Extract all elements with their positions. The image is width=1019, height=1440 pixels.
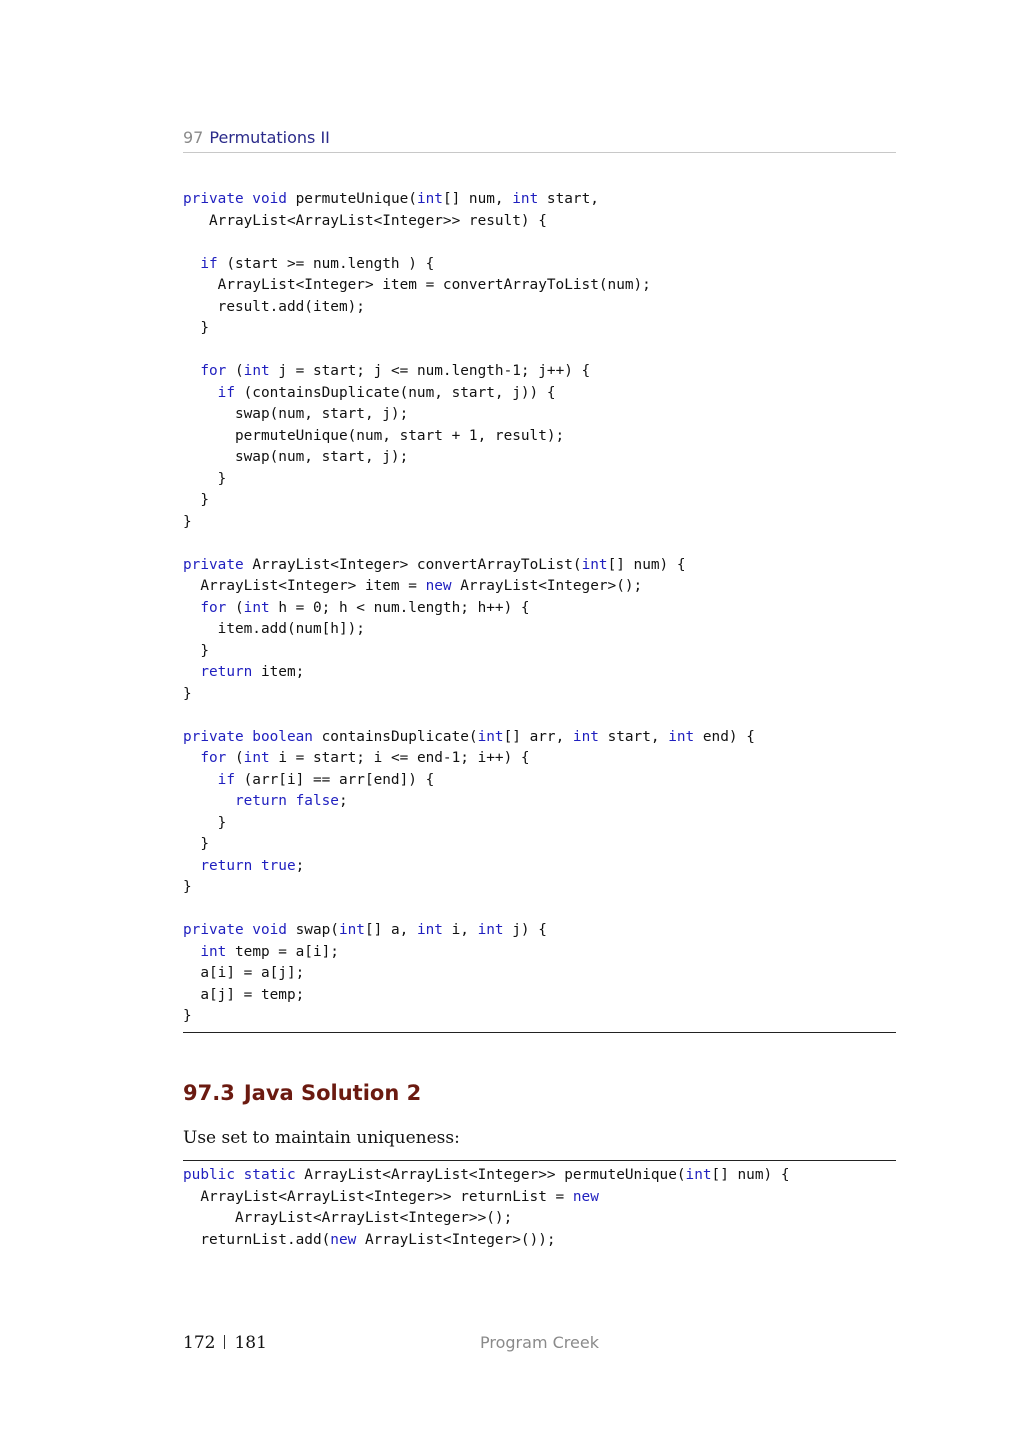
code-text: item; <box>252 664 305 680</box>
code-line <box>183 256 434 272</box>
code-line <box>183 1189 599 1205</box>
code-text: } <box>183 492 209 508</box>
code-text: j) { <box>503 922 547 938</box>
code-text: item.add(num[h]); <box>183 621 365 637</box>
code-keyword: return <box>200 664 253 680</box>
code-keyword: int <box>581 556 608 573</box>
code-line <box>183 879 192 895</box>
code-text: [] num) { <box>711 1167 790 1183</box>
code-text: } <box>183 1008 192 1024</box>
code-line <box>183 471 226 487</box>
code-line <box>183 1008 192 1024</box>
running-header <box>183 127 896 153</box>
code-text: ArrayList<ArrayList<Integer>>(); <box>183 1210 513 1226</box>
code-keyword: int <box>416 922 443 938</box>
code-keyword: new <box>425 578 452 594</box>
code-block-2 <box>183 1165 790 1251</box>
code-line <box>183 793 348 809</box>
code-text: permuteUnique(num, start + 1, result); <box>183 427 565 444</box>
code-line <box>183 815 226 831</box>
code-line <box>183 922 547 938</box>
code-line <box>183 987 304 1003</box>
code-text: j = start; j <= num.length-1; j++) { <box>269 363 591 379</box>
code-line <box>183 1210 512 1226</box>
code-line <box>183 750 530 766</box>
code-text: ( <box>226 363 244 379</box>
code-text <box>183 793 235 809</box>
code-text: [] num) { <box>607 556 686 573</box>
code-keyword: if <box>217 384 235 401</box>
code-line <box>183 557 686 573</box>
page-current: 172 <box>183 1333 216 1353</box>
code-block-top-rule <box>183 1160 896 1161</box>
code-text: ( <box>226 750 244 766</box>
code-text <box>183 772 218 788</box>
code-line <box>183 772 434 788</box>
code-keyword: private <box>183 556 244 573</box>
code-line <box>183 449 408 465</box>
code-line <box>183 686 192 702</box>
code-keyword: int <box>668 728 695 745</box>
footer-site-name: Program Creek <box>480 1333 599 1352</box>
code-text: ArrayList<ArrayList<Integer>> result) { <box>183 212 547 229</box>
code-text: ; <box>338 793 348 809</box>
code-keyword: if <box>200 255 218 272</box>
code-text <box>183 363 200 379</box>
code-line <box>183 944 339 960</box>
code-keyword: for <box>200 750 227 766</box>
code-text: ArrayList<Integer> convertArrayToList( <box>243 556 582 573</box>
code-text: ArrayList<Integer>()); <box>356 1231 556 1248</box>
code-line <box>183 492 209 508</box>
code-text: a[j] = temp; <box>183 986 305 1003</box>
code-text: temp = a[i]; <box>226 943 339 960</box>
code-keyword: int <box>338 922 365 938</box>
code-keyword: int <box>243 750 270 766</box>
code-line <box>183 578 642 594</box>
code-line <box>183 277 651 293</box>
code-text: result.add(item); <box>183 298 365 315</box>
code-line <box>183 1167 790 1183</box>
code-text: ArrayList<Integer>(); <box>451 578 643 594</box>
code-keyword: private void <box>183 922 287 938</box>
code-keyword: int <box>416 191 443 207</box>
code-text: (arr[i] == arr[end]) { <box>234 771 435 788</box>
code-text: } <box>183 814 227 831</box>
code-text: } <box>183 320 209 336</box>
code-line <box>183 836 209 852</box>
code-keyword: new <box>330 1231 357 1248</box>
code-block-bottom-rule <box>183 1032 896 1033</box>
code-text <box>183 256 200 272</box>
code-text <box>183 664 200 680</box>
code-text: [] arr, <box>503 728 573 745</box>
code-text: ArrayList<Integer> item = convertArrayToList(num); <box>183 277 651 293</box>
code-keyword: int <box>685 1167 712 1183</box>
section-title: Java Solution 2 <box>243 1081 422 1105</box>
code-text: ( <box>226 599 244 616</box>
code-text: (containsDuplicate(num, start, j)) { <box>234 384 556 401</box>
code-keyword: public static <box>183 1167 296 1183</box>
code-line <box>183 406 408 422</box>
code-text <box>183 385 218 401</box>
code-line <box>183 621 365 637</box>
code-text <box>183 600 200 616</box>
code-text: } <box>183 879 192 895</box>
code-text: start, <box>538 191 599 207</box>
code-text: i = start; i <= end-1; i++) { <box>269 750 530 766</box>
code-keyword: int <box>477 728 504 745</box>
code-line <box>183 600 530 616</box>
code-keyword: int <box>243 599 270 616</box>
code-line <box>183 363 590 379</box>
code-keyword: int <box>200 943 227 960</box>
code-line <box>183 965 304 981</box>
code-keyword: private void <box>183 191 296 207</box>
code-text: i, <box>442 922 478 938</box>
code-keyword: for <box>200 599 227 616</box>
code-keyword: int <box>243 363 270 379</box>
code-keyword: new <box>572 1188 599 1205</box>
code-text: h = 0; h < num.length; h++) { <box>269 599 530 616</box>
code-line <box>183 191 599 207</box>
code-text: a[i] = a[j]; <box>183 965 305 981</box>
code-line <box>183 385 556 401</box>
section-number: 97.3 <box>183 1081 235 1105</box>
code-text: end) { <box>694 728 755 745</box>
code-line <box>183 1232 556 1248</box>
code-line <box>183 213 547 229</box>
code-line <box>183 729 755 745</box>
code-line <box>183 428 564 444</box>
code-text: [] num, <box>442 191 513 207</box>
code-line <box>183 514 192 530</box>
code-text: swap(num, start, j); <box>183 406 409 422</box>
code-text <box>183 858 200 874</box>
code-text: swap(num, start, j); <box>183 449 409 465</box>
code-keyword: int <box>512 191 539 207</box>
code-keyword: private boolean <box>183 728 313 745</box>
code-text: } <box>183 470 227 487</box>
section-heading <box>183 1079 421 1107</box>
code-text: ArrayList<Integer> item = <box>183 578 426 594</box>
code-keyword: return false <box>234 793 339 809</box>
code-text: } <box>183 642 209 659</box>
code-text: } <box>183 836 209 852</box>
code-text: permuteUnique( <box>295 191 417 207</box>
code-line <box>183 664 304 680</box>
code-keyword: return true <box>200 857 296 874</box>
page-total: 181 <box>234 1333 267 1353</box>
code-keyword: for <box>200 363 227 379</box>
code-line <box>183 299 365 315</box>
code-keyword: if <box>217 771 235 788</box>
code-text: } <box>183 513 192 530</box>
code-text: returnList.add( <box>183 1231 331 1248</box>
code-text <box>183 750 200 766</box>
code-text: ArrayList<ArrayList<Integer>> permuteUnique( <box>295 1167 686 1183</box>
code-text: start, <box>598 728 669 745</box>
code-text: ArrayList<ArrayList<Integer>> returnList = <box>183 1188 573 1205</box>
code-keyword: int <box>572 728 599 745</box>
code-line <box>183 320 209 336</box>
code-text: [] a, <box>364 922 417 938</box>
code-keyword: int <box>477 922 504 938</box>
chapter-title: Permutations II <box>209 128 330 147</box>
code-text: ; <box>295 857 305 874</box>
paragraph-text: Use set to maintain uniqueness: <box>183 1128 460 1148</box>
code-text: swap( <box>286 922 339 938</box>
code-line <box>183 858 304 874</box>
code-text: (start >= num.length ) { <box>217 255 435 272</box>
code-block-1 <box>183 189 755 1028</box>
code-text: containsDuplicate( <box>312 728 478 745</box>
chapter-number: 97 <box>183 128 204 147</box>
code-text <box>183 944 200 960</box>
code-line <box>183 643 209 659</box>
code-text: } <box>183 685 192 702</box>
